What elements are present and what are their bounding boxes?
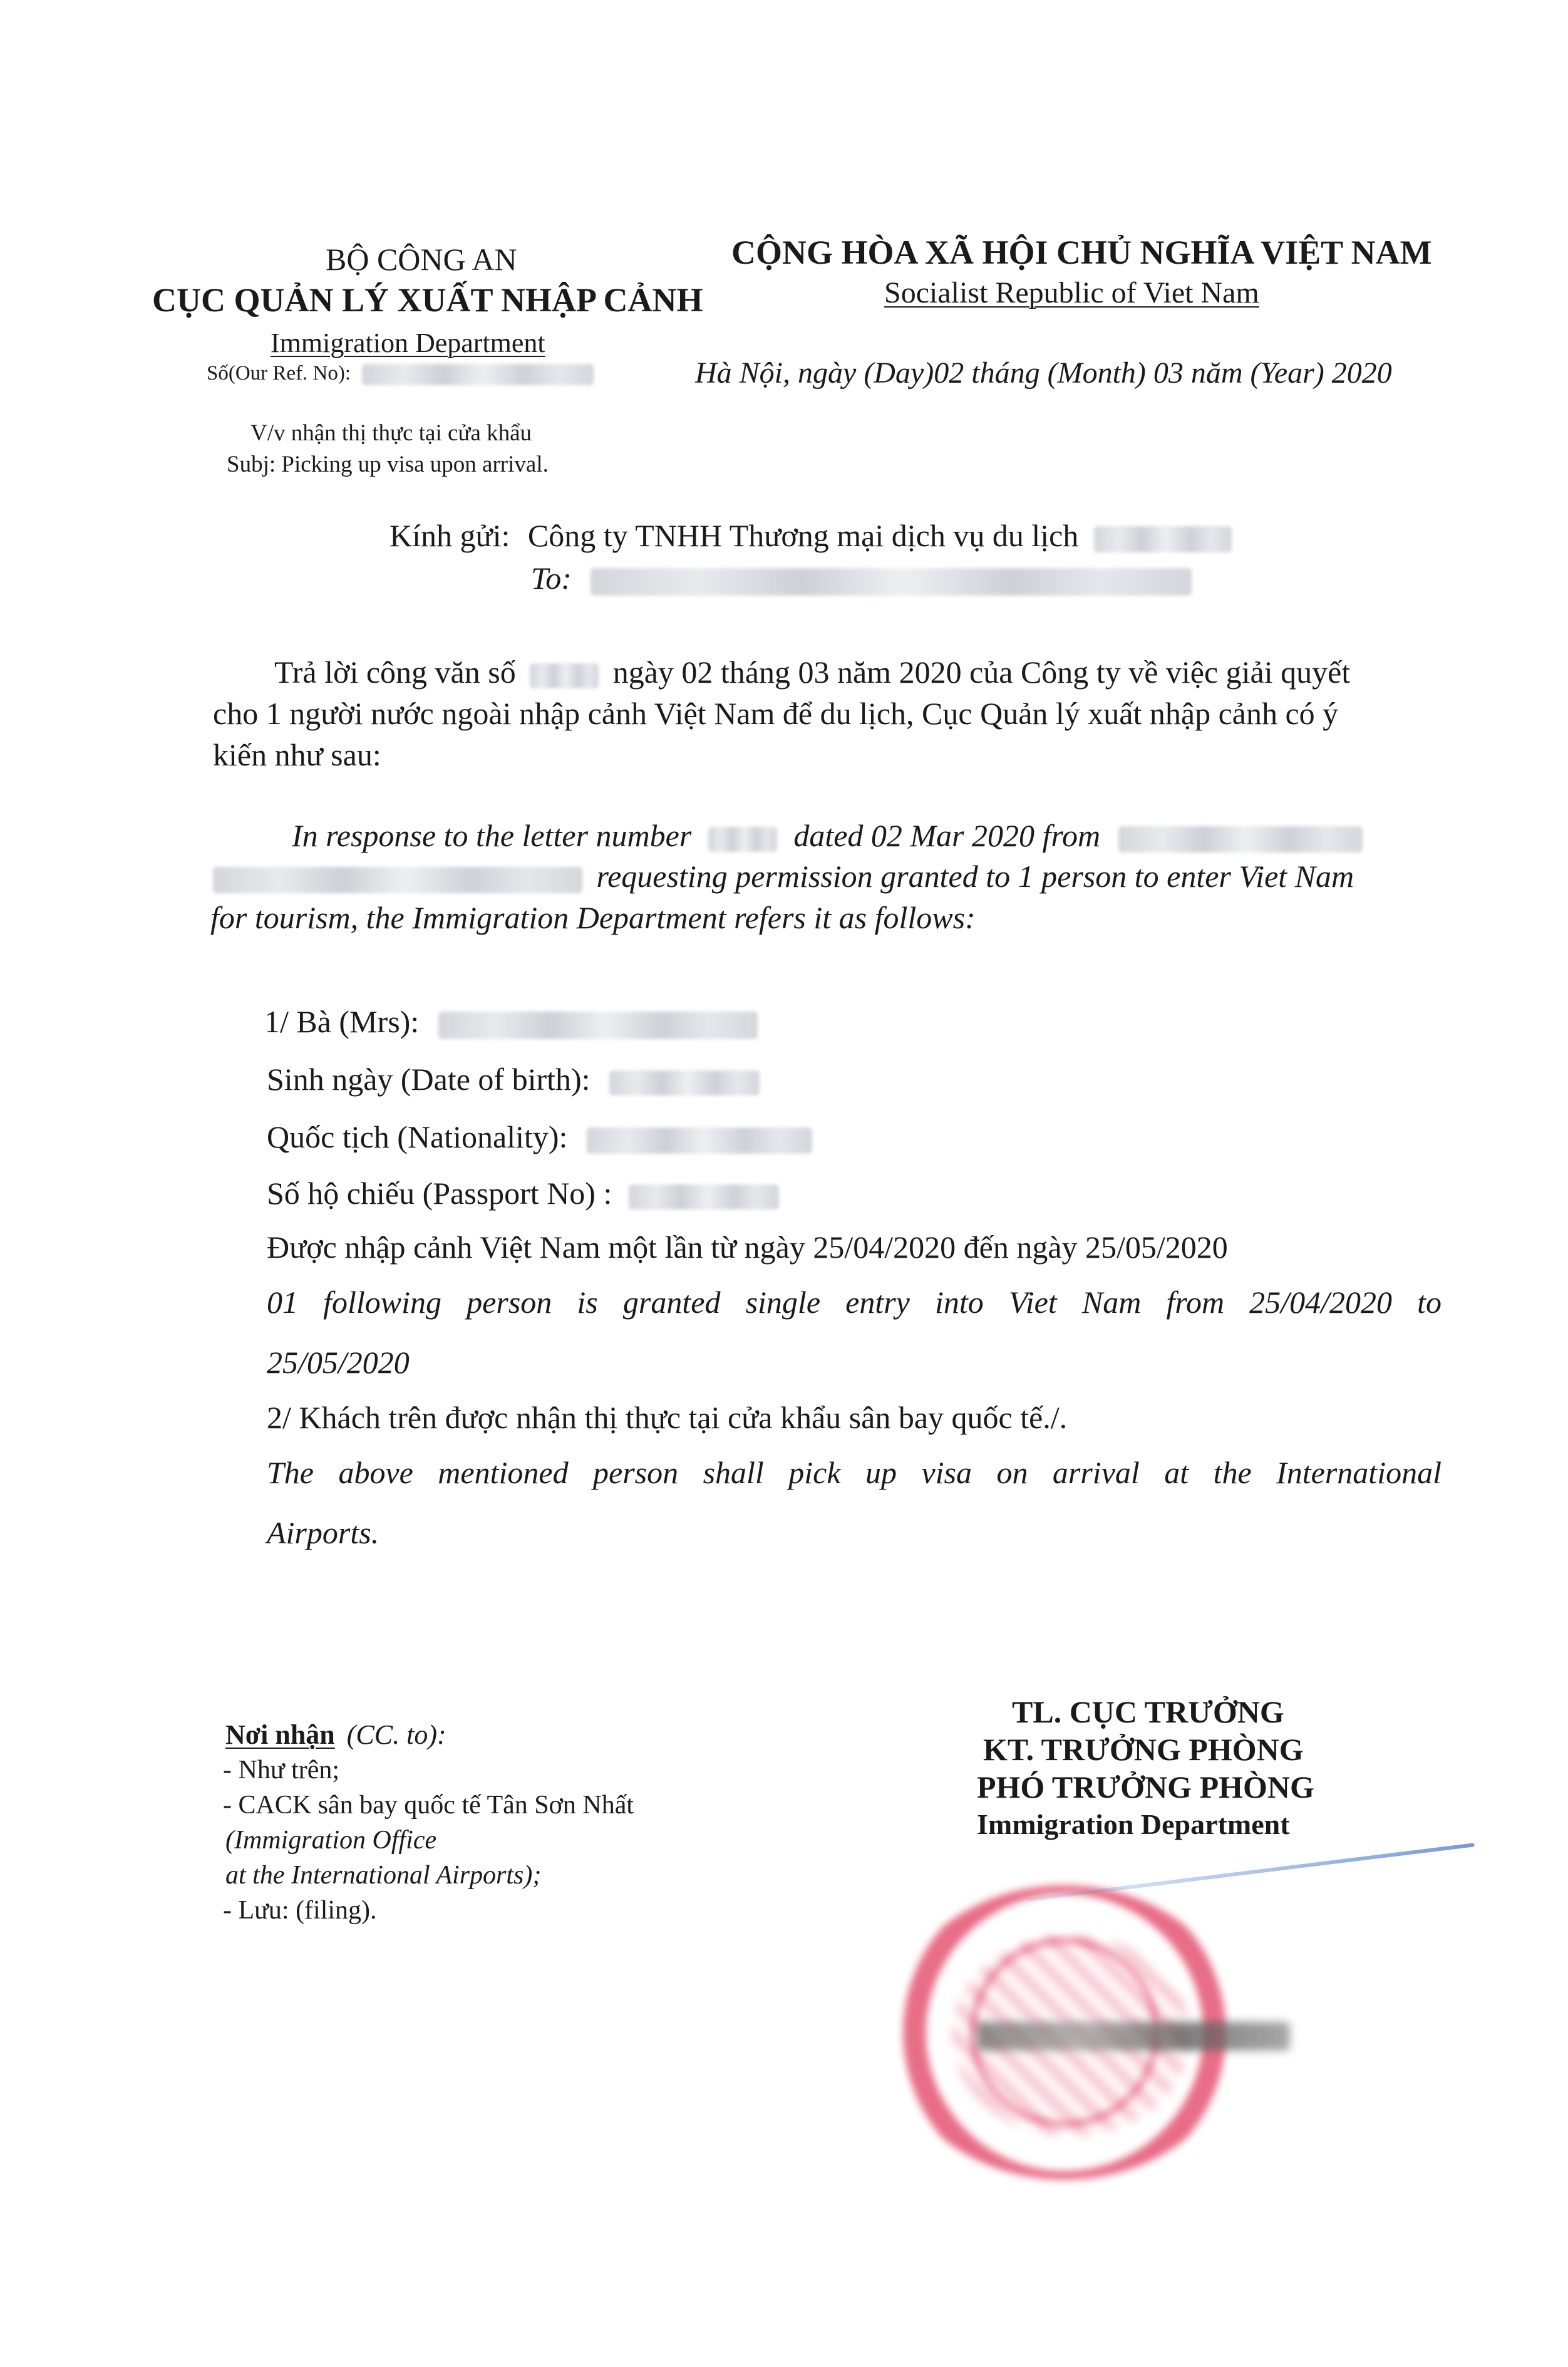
redacted-company-name-en [591, 568, 1192, 596]
ref-number [207, 362, 594, 385]
redacted-passport-number [629, 1184, 779, 1209]
cc-line-3: (Immigration Office [225, 1826, 437, 1855]
body-vn-line-3: kiến như sau: [213, 737, 381, 772]
item2-vn: 2/ Khách trên được nhận thị thực tại cửa khẩu sân bay quốc tế./. [267, 1400, 1068, 1435]
cc-heading [225, 1719, 446, 1751]
entry-vn: Được nhập cảnh Việt Nam một lần từ ngày 25/04/2020 đến ngày 25/05/2020 [267, 1230, 1228, 1265]
cc-label: Nơi nhận [225, 1719, 335, 1750]
body-en-text-2: requesting permission granted to 1 person to enter Viet Nam [596, 859, 1354, 894]
cc-line-2: - CACK sân bay quốc tế Tân Sơn Nhất [223, 1791, 634, 1820]
detail-dob-label: Sinh ngày (Date of birth): [267, 1062, 591, 1097]
entry-en-1: 01 following person is granted single entry into Viet Nam from 25/04/2020 to [267, 1285, 1442, 1320]
cc-line-4: at the International Airports); [225, 1861, 542, 1890]
body-en-text-1b: dated 02 Mar 2020 from [793, 818, 1101, 853]
redacted-date-of-birth [609, 1070, 760, 1095]
department-name-en: Immigration Department [271, 328, 545, 358]
recipient-en [531, 560, 1192, 596]
detail-passport [267, 1175, 779, 1211]
cc-line-5: - Lưu: (filing). [223, 1896, 377, 1925]
recipient-company: Công ty TNHH Thương mại dịch vụ du lịch [527, 518, 1079, 553]
signature-line-4: Immigration Department [977, 1808, 1290, 1840]
letter-date: Hà Nội, ngày (Day)02 tháng (Month) 03 năm (Year) 2020 [695, 356, 1392, 390]
detail-nationality [267, 1119, 812, 1155]
handwritten-signature [1027, 1843, 1475, 1902]
redacted-nationality [587, 1127, 812, 1154]
redacted-signatory-name [977, 2022, 1290, 2051]
cc-label-en: (CC. to): [346, 1719, 446, 1750]
redacted-person-name [438, 1012, 758, 1039]
ref-label: Số(Our Ref. No): [207, 362, 351, 385]
body-en-line-3: for tourism, the Immigration Department refers it as follows: [210, 900, 976, 935]
signature-line-1: TL. CỤC TRƯỞNG [1012, 1694, 1284, 1729]
body-en-line-2 [213, 858, 1354, 894]
detail-passport-label: Số hộ chiếu (Passport No) : [267, 1176, 612, 1211]
body-en-text-1a: In response to the letter number [292, 818, 692, 853]
ministry-name: BỘ CÔNG AN [326, 242, 517, 277]
redacted-company-name-en-3 [213, 867, 582, 893]
recipient-label-en: To: [531, 561, 572, 596]
redacted-ref-number [362, 364, 594, 385]
body-vn-text-1b: ngày 02 tháng 03 năm 2020 của Công ty về việc giải quyết [612, 655, 1351, 690]
item2-en-2: Airports. [267, 1515, 379, 1550]
redacted-company-name [1094, 526, 1232, 552]
country-name: CỘNG HÒA XÃ HỘI CHỦ NGHĨA VIỆT NAM [731, 234, 1432, 271]
subject-en: Subj: Picking up visa upon arrival. [227, 452, 549, 477]
redacted-company-name-en-2 [1118, 826, 1363, 852]
body-en-line-1 [292, 817, 1363, 854]
signature-line-2: KT. TRƯỞNG PHÒNG [983, 1732, 1304, 1767]
department-name: CỤC QUẢN LÝ XUẤT NHẬP CẢNH [152, 281, 703, 319]
body-vn-line-1 [274, 654, 1350, 690]
detail-nationality-label: Quốc tịch (Nationality): [267, 1119, 568, 1154]
detail-name [264, 1003, 758, 1040]
redacted-letter-number [530, 663, 599, 688]
redacted-letter-number-en [708, 827, 777, 852]
item2-en-1: The above mentioned person shall pick up visa on arrival at the International [267, 1455, 1442, 1490]
signature-line-3: PHÓ TRƯỞNG PHÒNG [977, 1769, 1314, 1805]
subject-vn: V/v nhận thị thực tại cửa khẩu [250, 420, 532, 446]
detail-dob [267, 1061, 760, 1097]
recipient-label: Kính gửi: [389, 518, 510, 553]
cc-line-1: - Như trên; [223, 1756, 340, 1784]
body-vn-text-1: Trả lời công văn số [274, 655, 516, 690]
entry-en-2: 25/05/2020 [267, 1345, 410, 1380]
detail-name-label: 1/ Bà (Mrs): [264, 1004, 420, 1039]
body-vn-line-2: cho 1 người nước ngoài nhập cảnh Việt Nam để du lịch, Cục Quản lý xuất nhập cảnh có ý [213, 696, 1339, 731]
country-name-en: Socialist Republic of Viet Nam [884, 276, 1259, 309]
recipient-vn [389, 517, 1232, 554]
